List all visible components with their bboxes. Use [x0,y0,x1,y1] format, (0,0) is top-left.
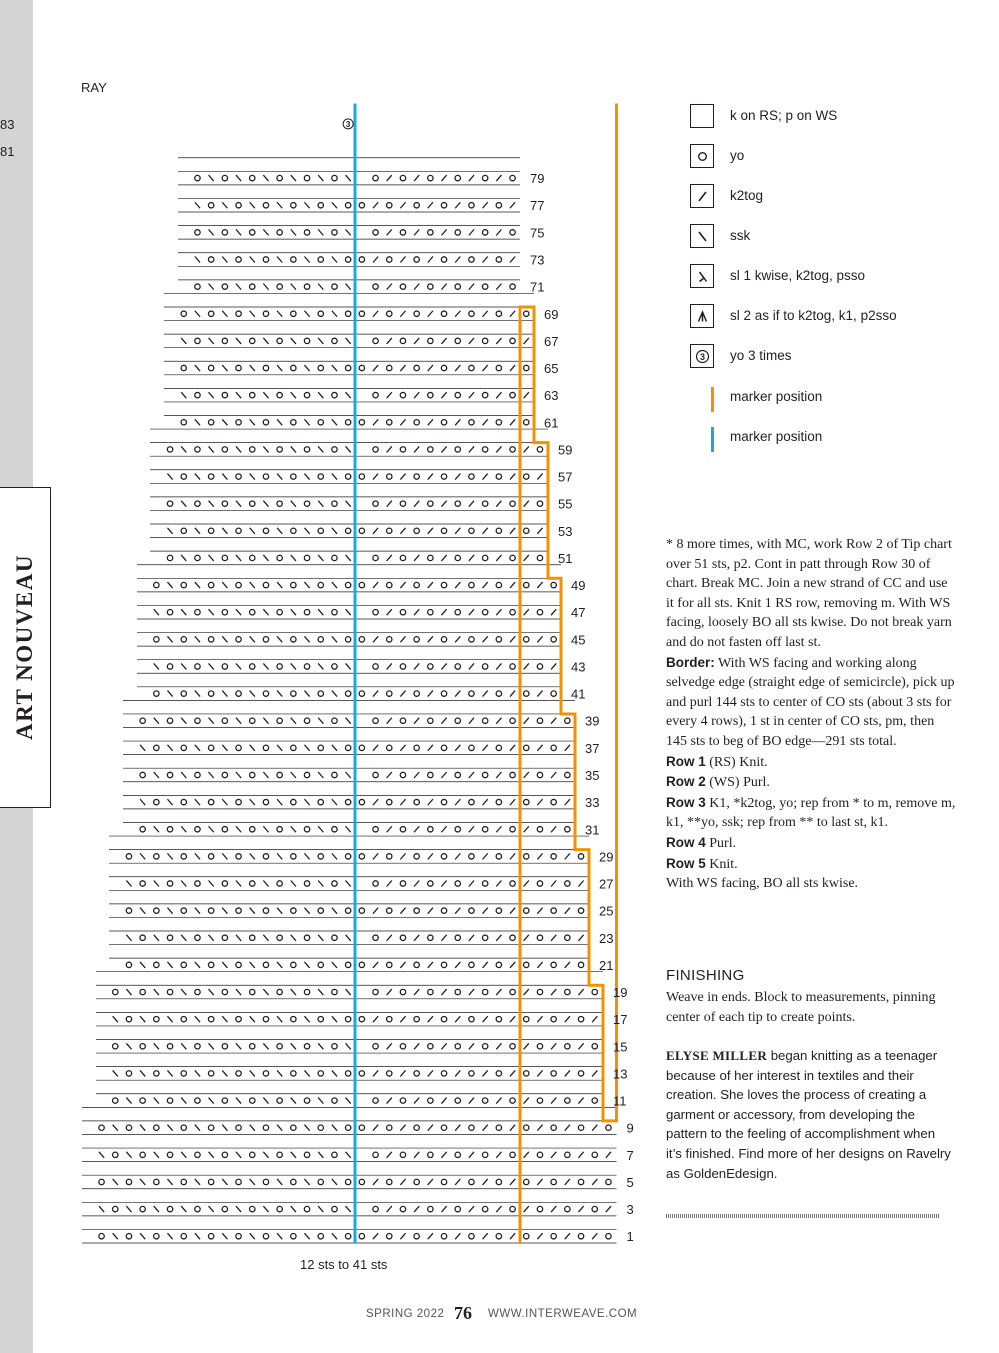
row-1-line: Row 1 (RS) Knit. [666,753,768,770]
row-number-label: 81 [0,143,15,159]
row-number-label: 5 [626,1174,634,1190]
designer-bio [666,1046,951,1183]
sl2-k1-p2sso-icon [690,304,714,328]
row-number-label: 9 [626,1120,634,1136]
row-number-label: 65 [544,361,559,377]
pattern-instructions [666,535,956,894]
page-footer [0,1305,999,1325]
row-number-label: 21 [599,957,614,973]
row-number-label: 37 [585,740,600,756]
row-number-label: 13 [613,1066,628,1082]
row-number-label: 11 [613,1093,627,1109]
row-5-line: Row 5 Knit. [666,855,738,872]
row-number-label: 7 [626,1147,634,1163]
sl1-k2tog-psso-icon [690,264,714,288]
border-label: Border: [666,654,715,670]
row-2-line: Row 2 (WS) Purl. [666,774,770,791]
row-number-label: 33 [585,795,600,811]
yo-3-times-icon [690,344,714,368]
designer-name: ELYSE MILLER [666,1048,768,1063]
yo-3-times-numeral: 3 [345,119,351,129]
row-number-label: 63 [544,388,559,404]
finishing-text: Weave in ends. Block to measurements, pinning center of each tip to create points. [666,990,936,1025]
border-text: With WS facing and working along selvedge edge (straight edge of semicircle), pick up and purl 144 sts to center of CO sts (about 3 sts for every 4 rows), 1 st in center of CO sts, pm, then 145 sts to beg of BO edge—291 sts total. [666,655,955,749]
row-number-label: 53 [558,523,573,539]
row-number-label: 51 [558,550,573,566]
row-number-label: 15 [613,1039,628,1055]
row-3-line: Row 3 K1, *k2tog, yo; rep from * to m, remove m, k1, **yo, ssk; rep from ** to last st, k1. [666,794,956,831]
instructions-intro: * 8 more times, with MC, work Row 2 of Tip chart over 51 sts, p2. Cont in patt through Row 30 of chart. Break MC. Join a new strand of CC and use it for all sts. Knit 1 RS row, removing m. With WS facing, loosely BO all sts kwise. Do not break yarn and do not fasten off last st. [666,537,952,650]
chart-title: RAY [81,80,107,95]
blue-marker-icon [711,427,714,452]
row-number-label: 27 [599,876,614,892]
row-number-label: 1 [626,1229,634,1245]
row-number-label: 31 [585,822,600,838]
border-paragraph [666,653,956,752]
row-number-label: 35 [585,767,600,783]
divider-rule [666,1214,939,1218]
page-number: 76 [454,1303,472,1323]
row-number-label: 71 [530,279,545,295]
row-number-label: 47 [571,605,586,621]
ssk-backslash-icon [690,224,714,248]
k2tog-slash-icon [690,184,714,208]
row-number-label: 41 [571,686,586,702]
row-number-label: 39 [585,713,600,729]
instructions-closing: With WS facing, BO all sts kwise. [666,876,859,892]
row-number-label: 45 [571,632,586,648]
chart-grid-lines [82,158,617,1243]
finishing-heading: FINISHING [666,967,745,984]
yo-circle-icon [690,144,714,168]
row-number-label: 79 [530,171,545,187]
row-number-label: 83 [0,116,15,132]
row-number-label: 57 [558,469,573,485]
orange-marker-icon [711,387,714,412]
row-number-label: 59 [558,442,573,458]
row-number-label: 73 [530,252,545,268]
row-number-label: 17 [613,1012,628,1028]
footer-season: SPRING 2022 [366,1308,445,1320]
row-number-label: 77 [530,198,545,214]
row-number-label: 19 [613,985,628,1001]
row-number-label: 75 [530,225,545,241]
row-number-label: 3 [626,1202,634,1218]
row-number-label: 29 [599,849,614,865]
row-number-label: 25 [599,903,614,919]
bio-text: began knitting as a teenager because of her interest in textiles and their creation. She loves the process of creating a garment or accessory, from developing the pattern to the feeling of accomplishment when it’s finished. Find more of her designs on Ravelry as GoldenEdesign. [666,1048,951,1181]
row-4-line: Row 4 Purl. [666,834,737,851]
row-number-label: 67 [544,333,559,349]
row-number-label: 61 [544,415,559,431]
blank-square-icon [690,104,714,128]
footer-website: WWW.INTERWEAVE.COM [488,1308,638,1320]
row-number-label: 69 [544,306,559,322]
row-number-label: 43 [571,659,586,675]
row-number-label: 55 [558,496,573,512]
stitch-count-caption: 12 sts to 41 sts [300,1257,388,1272]
yo-3-times-numeral: 3 [699,352,706,362]
section-tab-label: ART NOUVEAU [12,554,37,740]
row-number-label: 49 [571,578,586,594]
row-number-label: 23 [599,930,614,946]
